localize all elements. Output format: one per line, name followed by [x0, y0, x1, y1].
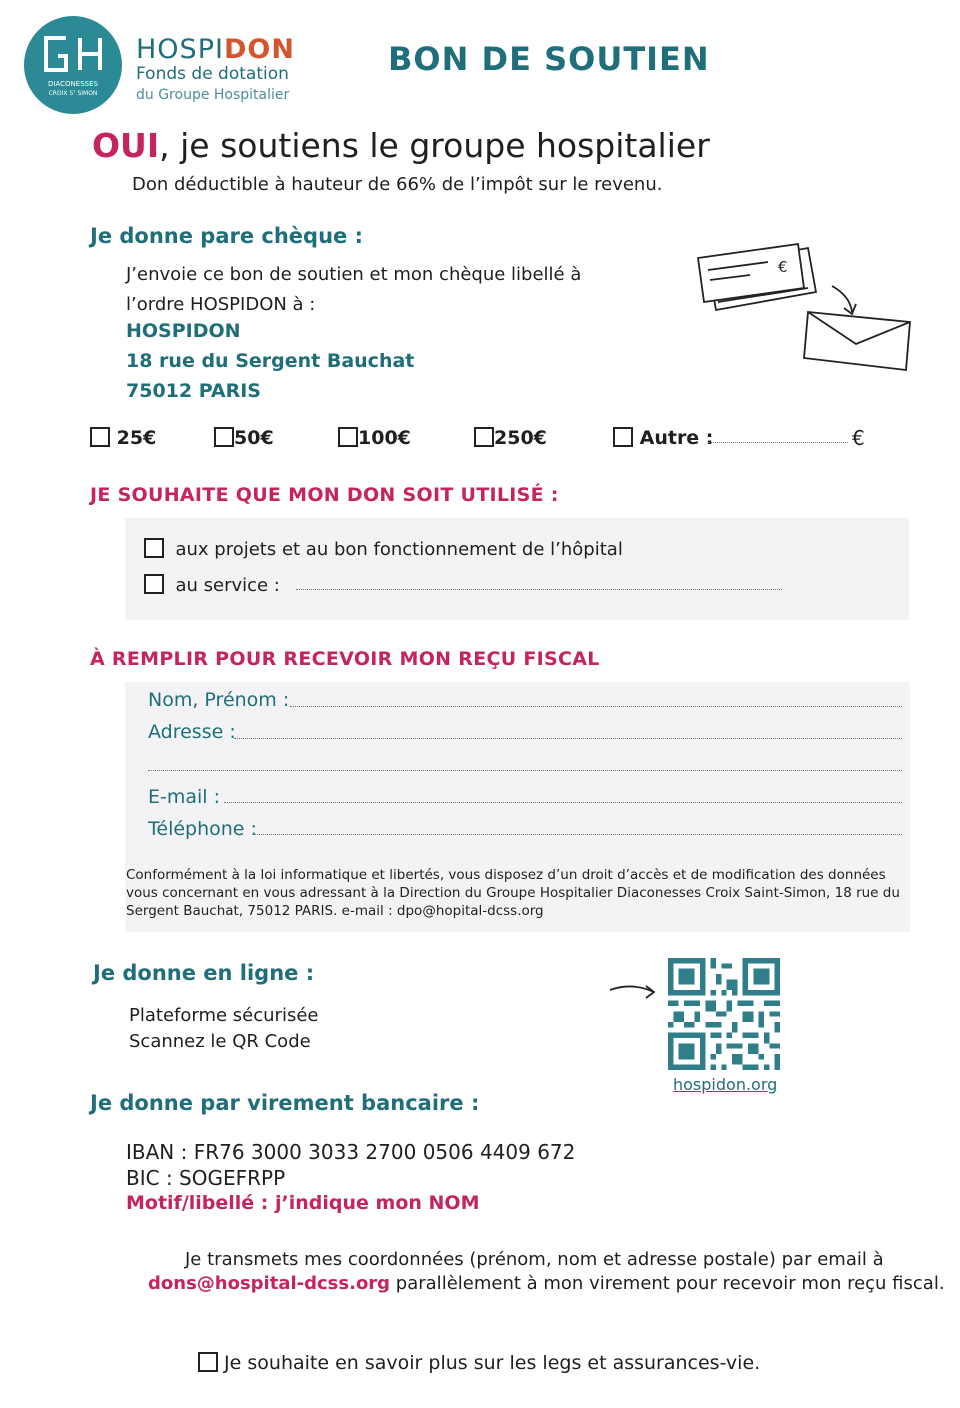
- amount-option-25[interactable]: 25€: [90, 427, 156, 449]
- name-label: Nom, Prénom :: [148, 689, 290, 711]
- cheque-euro-symbol: €: [778, 258, 788, 276]
- cheque-line1: J’envoie ce bon de soutien et mon chèque libellé à: [126, 264, 582, 285]
- email-label: E-mail :: [148, 786, 221, 808]
- service-input[interactable]: [296, 589, 782, 590]
- legs-option[interactable]: Je souhaite en savoir plus sur les legs et assurances-vie.: [198, 1352, 760, 1374]
- checkbox[interactable]: [198, 1352, 218, 1372]
- hospidon-link[interactable]: hospidon.org: [673, 1075, 778, 1094]
- usage-option-projects[interactable]: aux projets et au bon fonctionnement de l’hôpital: [144, 538, 623, 560]
- amount-option-250[interactable]: 250€: [474, 427, 547, 449]
- phone-input[interactable]: [254, 834, 902, 835]
- donation-email-link[interactable]: dons@hospital-dcss.org: [148, 1273, 391, 1294]
- checkbox[interactable]: [90, 427, 110, 447]
- address-line3: 75012 PARIS: [126, 380, 261, 402]
- address-line1: HOSPIDON: [126, 320, 241, 342]
- headline: OUI, je soutiens le groupe hospitalier: [92, 126, 710, 165]
- online-line2: Scannez le QR Code: [129, 1031, 311, 1052]
- usage-option-service[interactable]: au service :: [144, 574, 280, 596]
- brand-line3: du Groupe Hospitalier: [136, 87, 290, 103]
- page-title: BON DE SOUTIEN: [388, 40, 710, 78]
- legal-notice: Conformément à la loi informatique et libertés, vous disposez d’un droit d’accès et de modification des données vous concernant en vous adressant à la Direction du Groupe Hospitalier Diaconesses Croix Saint-Simon, 18 rue du Sergent Bauchat, 75012 PARIS. e-mail : dpo@hopital-dcss.org: [126, 867, 900, 919]
- checkbox[interactable]: [144, 538, 164, 558]
- qr-code-icon[interactable]: [668, 958, 780, 1070]
- iban: IBAN : FR76 3000 3033 2700 0506 4409 672: [126, 1140, 576, 1164]
- logo-circle-line1: DIACONESSES: [48, 80, 98, 88]
- brand-line2: Fonds de dotation: [136, 64, 289, 84]
- logo-circle: [24, 16, 122, 114]
- name-input[interactable]: [290, 706, 902, 707]
- checkbox[interactable]: [214, 427, 234, 447]
- online-heading: Je donne en ligne :: [93, 961, 315, 985]
- transfer-heading: Je donne par virement bancaire :: [90, 1091, 480, 1115]
- phone-label: Téléphone :: [148, 818, 257, 840]
- usage-panel: [125, 518, 909, 620]
- cheque-envelope-illustration-icon: [690, 240, 920, 380]
- cheque-line2: l’ordre HOSPIDON à :: [126, 294, 316, 315]
- amount-option-other[interactable]: Autre :: [613, 427, 713, 449]
- other-amount-input[interactable]: [708, 442, 848, 443]
- arrow-icon: [608, 978, 660, 1002]
- transfer-note-line2: dons@hospital-dcss.org parallèlement à mon virement pour recevoir mon reçu fiscal.: [148, 1273, 945, 1294]
- address-line2: 18 rue du Sergent Bauchat: [126, 350, 415, 372]
- transfer-motif: Motif/libellé : j’indique mon NOM: [126, 1192, 480, 1214]
- usage-heading: JE SOUHAITE QUE MON DON SOIT UTILISÉ :: [90, 484, 559, 506]
- receipt-heading: À REMPLIR POUR RECEVOIR MON REÇU FISCAL: [90, 648, 600, 670]
- email-input[interactable]: [224, 802, 902, 803]
- logo-circle-line2: CROIX Sᵀ SIMON: [48, 90, 98, 97]
- checkbox[interactable]: [144, 574, 164, 594]
- other-amount-currency: €: [852, 426, 865, 450]
- amount-option-50[interactable]: 50€: [214, 427, 274, 449]
- transfer-note-line1: Je transmets mes coordonnées (prénom, nom et adresse postale) par email à: [185, 1249, 884, 1270]
- checkbox[interactable]: [613, 427, 633, 447]
- logo-monogram-icon: [24, 16, 122, 114]
- cheque-address: [126, 316, 414, 406]
- address-input[interactable]: [234, 738, 902, 739]
- cheque-heading: Je donne pare chèque :: [90, 224, 363, 248]
- bic: BIC : SOGEFRPP: [126, 1166, 286, 1190]
- checkbox[interactable]: [338, 427, 358, 447]
- address-input-line2[interactable]: [148, 770, 902, 771]
- online-line1: Plateforme sécurisée: [129, 1005, 319, 1026]
- address-label: Adresse :: [148, 721, 236, 743]
- amount-option-100[interactable]: 100€: [338, 427, 411, 449]
- checkbox[interactable]: [474, 427, 494, 447]
- brand-name: HOSPIDON: [136, 34, 295, 65]
- subtitle: Don déductible à hauteur de 66% de l’impôt sur le revenu.: [132, 174, 663, 195]
